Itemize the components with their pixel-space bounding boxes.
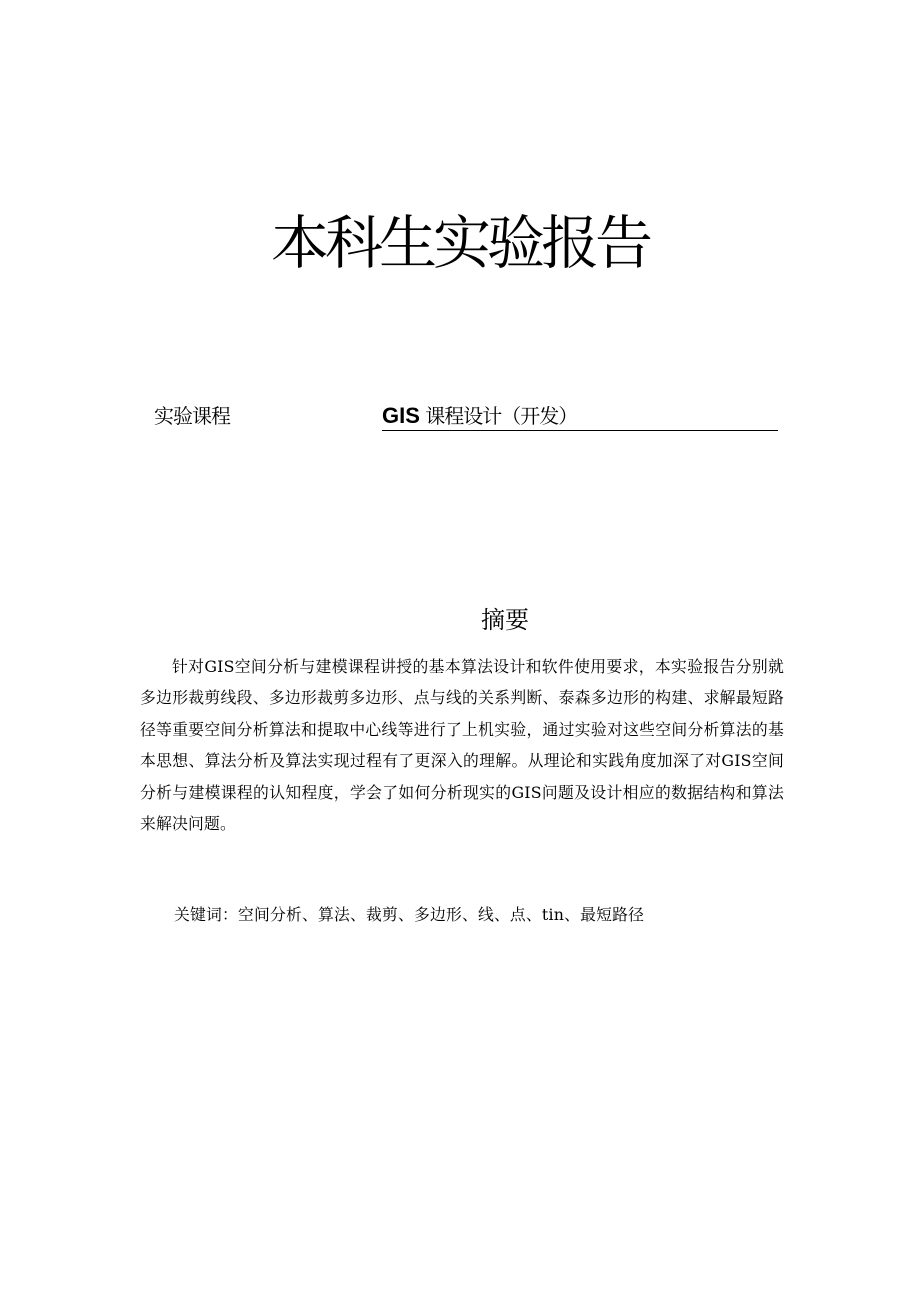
abstract-body: 针对GIS空间分析与建模课程讲授的基本算法设计和软件使用要求，本实验报告分别就多边形裁剪线段、多边形裁剪多边形、点与线的关系判断、泰森多边形的构建、求解最短路径等重要空间分析算法和提取中心线等进行了上机实验，通过实验对这些空间分析算法的基本思想、算法分析及算法实现过程有了更深入的理解。从理论和实践角度加深了对GIS空间分析与建模课程的认知程度，学会了如何分析现实的GIS问题及设计相应的数据结构和算法来解决问题。 (140, 657, 784, 834)
course-value-field (382, 400, 778, 431)
report-title: 本科生实验报告 (270, 209, 649, 277)
course-label: 实验课程 (154, 404, 230, 428)
keywords-line: 关键词：空间分析、算法、裁剪、多边形、线、点、tin、最短路径 (174, 905, 645, 924)
course-value-text: 课程设计（开发） (419, 404, 578, 428)
course-row (0, 400, 920, 434)
abstract-heading: 摘要 (481, 606, 529, 634)
course-value-prefix: GIS (382, 403, 420, 428)
